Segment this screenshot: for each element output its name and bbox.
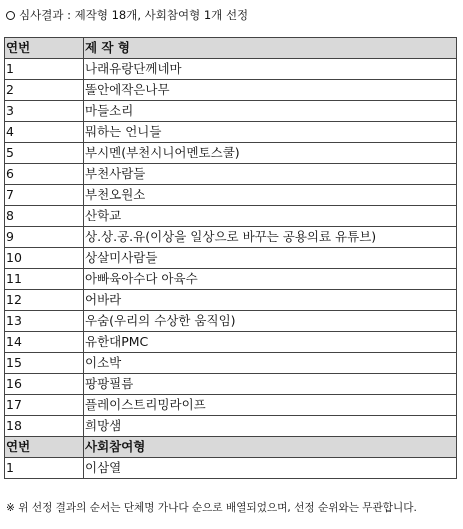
table-row	[5, 143, 457, 164]
number-cell: 10	[5, 248, 84, 269]
number-cell: 18	[5, 416, 84, 437]
header-number: 연번	[5, 38, 84, 59]
table-row	[5, 353, 457, 374]
number-cell: 17	[5, 395, 84, 416]
results-table-body	[5, 38, 457, 479]
table-row	[5, 416, 457, 437]
name-cell: 부천사람들	[84, 164, 457, 185]
table-row	[5, 248, 457, 269]
name-cell: 부시멘(부천시니어멘토스쿨)	[84, 143, 457, 164]
number-cell: 12	[5, 290, 84, 311]
table-row	[5, 122, 457, 143]
number-cell: 15	[5, 353, 84, 374]
table-row	[5, 59, 457, 80]
header-category-social: 사회참여형	[84, 437, 457, 458]
number-cell: 16	[5, 374, 84, 395]
table-row	[5, 290, 457, 311]
results-table	[4, 37, 457, 479]
result-heading	[6, 6, 248, 24]
table-row	[5, 206, 457, 227]
table-row	[5, 185, 457, 206]
table-row	[5, 269, 457, 290]
header-number: 연번	[5, 437, 84, 458]
table-row	[5, 395, 457, 416]
number-cell: 5	[5, 143, 84, 164]
number-cell: 7	[5, 185, 84, 206]
table-row	[5, 332, 457, 353]
name-cell: 나래유랑단께네마	[84, 59, 457, 80]
number-cell: 9	[5, 227, 84, 248]
name-cell: 플레이스트리밍라이프	[84, 395, 457, 416]
table-row	[5, 101, 457, 122]
table-row	[5, 164, 457, 185]
name-cell: 팡팡필름	[84, 374, 457, 395]
number-cell: 14	[5, 332, 84, 353]
table-header-row-production	[5, 38, 457, 59]
table-header-row-social	[5, 437, 457, 458]
result-heading-text: 심사결과 : 제작형 18개, 사회참여형 1개 선정	[19, 8, 249, 22]
header-category-production: 제 작 형	[84, 38, 457, 59]
table-row	[5, 80, 457, 101]
name-cell: 이소박	[84, 353, 457, 374]
name-cell: 유한대PMC	[84, 332, 457, 353]
number-cell: 1	[5, 59, 84, 80]
name-cell: 희망샘	[84, 416, 457, 437]
name-cell: 상살미사람들	[84, 248, 457, 269]
circle-bullet-icon	[6, 11, 15, 20]
name-cell: 우숨(우리의 수상한 움직임)	[84, 311, 457, 332]
name-cell: 아빠육아수다 아육수	[84, 269, 457, 290]
name-cell: 이삼열	[84, 458, 457, 479]
table-row	[5, 374, 457, 395]
name-cell: 마들소리	[84, 101, 457, 122]
number-cell: 6	[5, 164, 84, 185]
number-cell: 8	[5, 206, 84, 227]
number-cell: 2	[5, 80, 84, 101]
name-cell: 뭐하는 언니들	[84, 122, 457, 143]
table-row	[5, 458, 457, 479]
number-cell: 3	[5, 101, 84, 122]
number-cell: 4	[5, 122, 84, 143]
table-row	[5, 227, 457, 248]
number-cell: 11	[5, 269, 84, 290]
name-cell: 산학교	[84, 206, 457, 227]
name-cell: 부천오원소	[84, 185, 457, 206]
number-cell: 1	[5, 458, 84, 479]
table-row	[5, 311, 457, 332]
name-cell: 어바라	[84, 290, 457, 311]
name-cell: 상.상.공.유(이상을 일상으로 바꾸는 공용의료 유튜브)	[84, 227, 457, 248]
number-cell: 13	[5, 311, 84, 332]
footnote: ※ 위 선정 결과의 순서는 단체명 가나다 순으로 배열되었으며, 선정 순위와는 무관합니다.	[6, 502, 417, 514]
name-cell: 똘안에작은나무	[84, 80, 457, 101]
